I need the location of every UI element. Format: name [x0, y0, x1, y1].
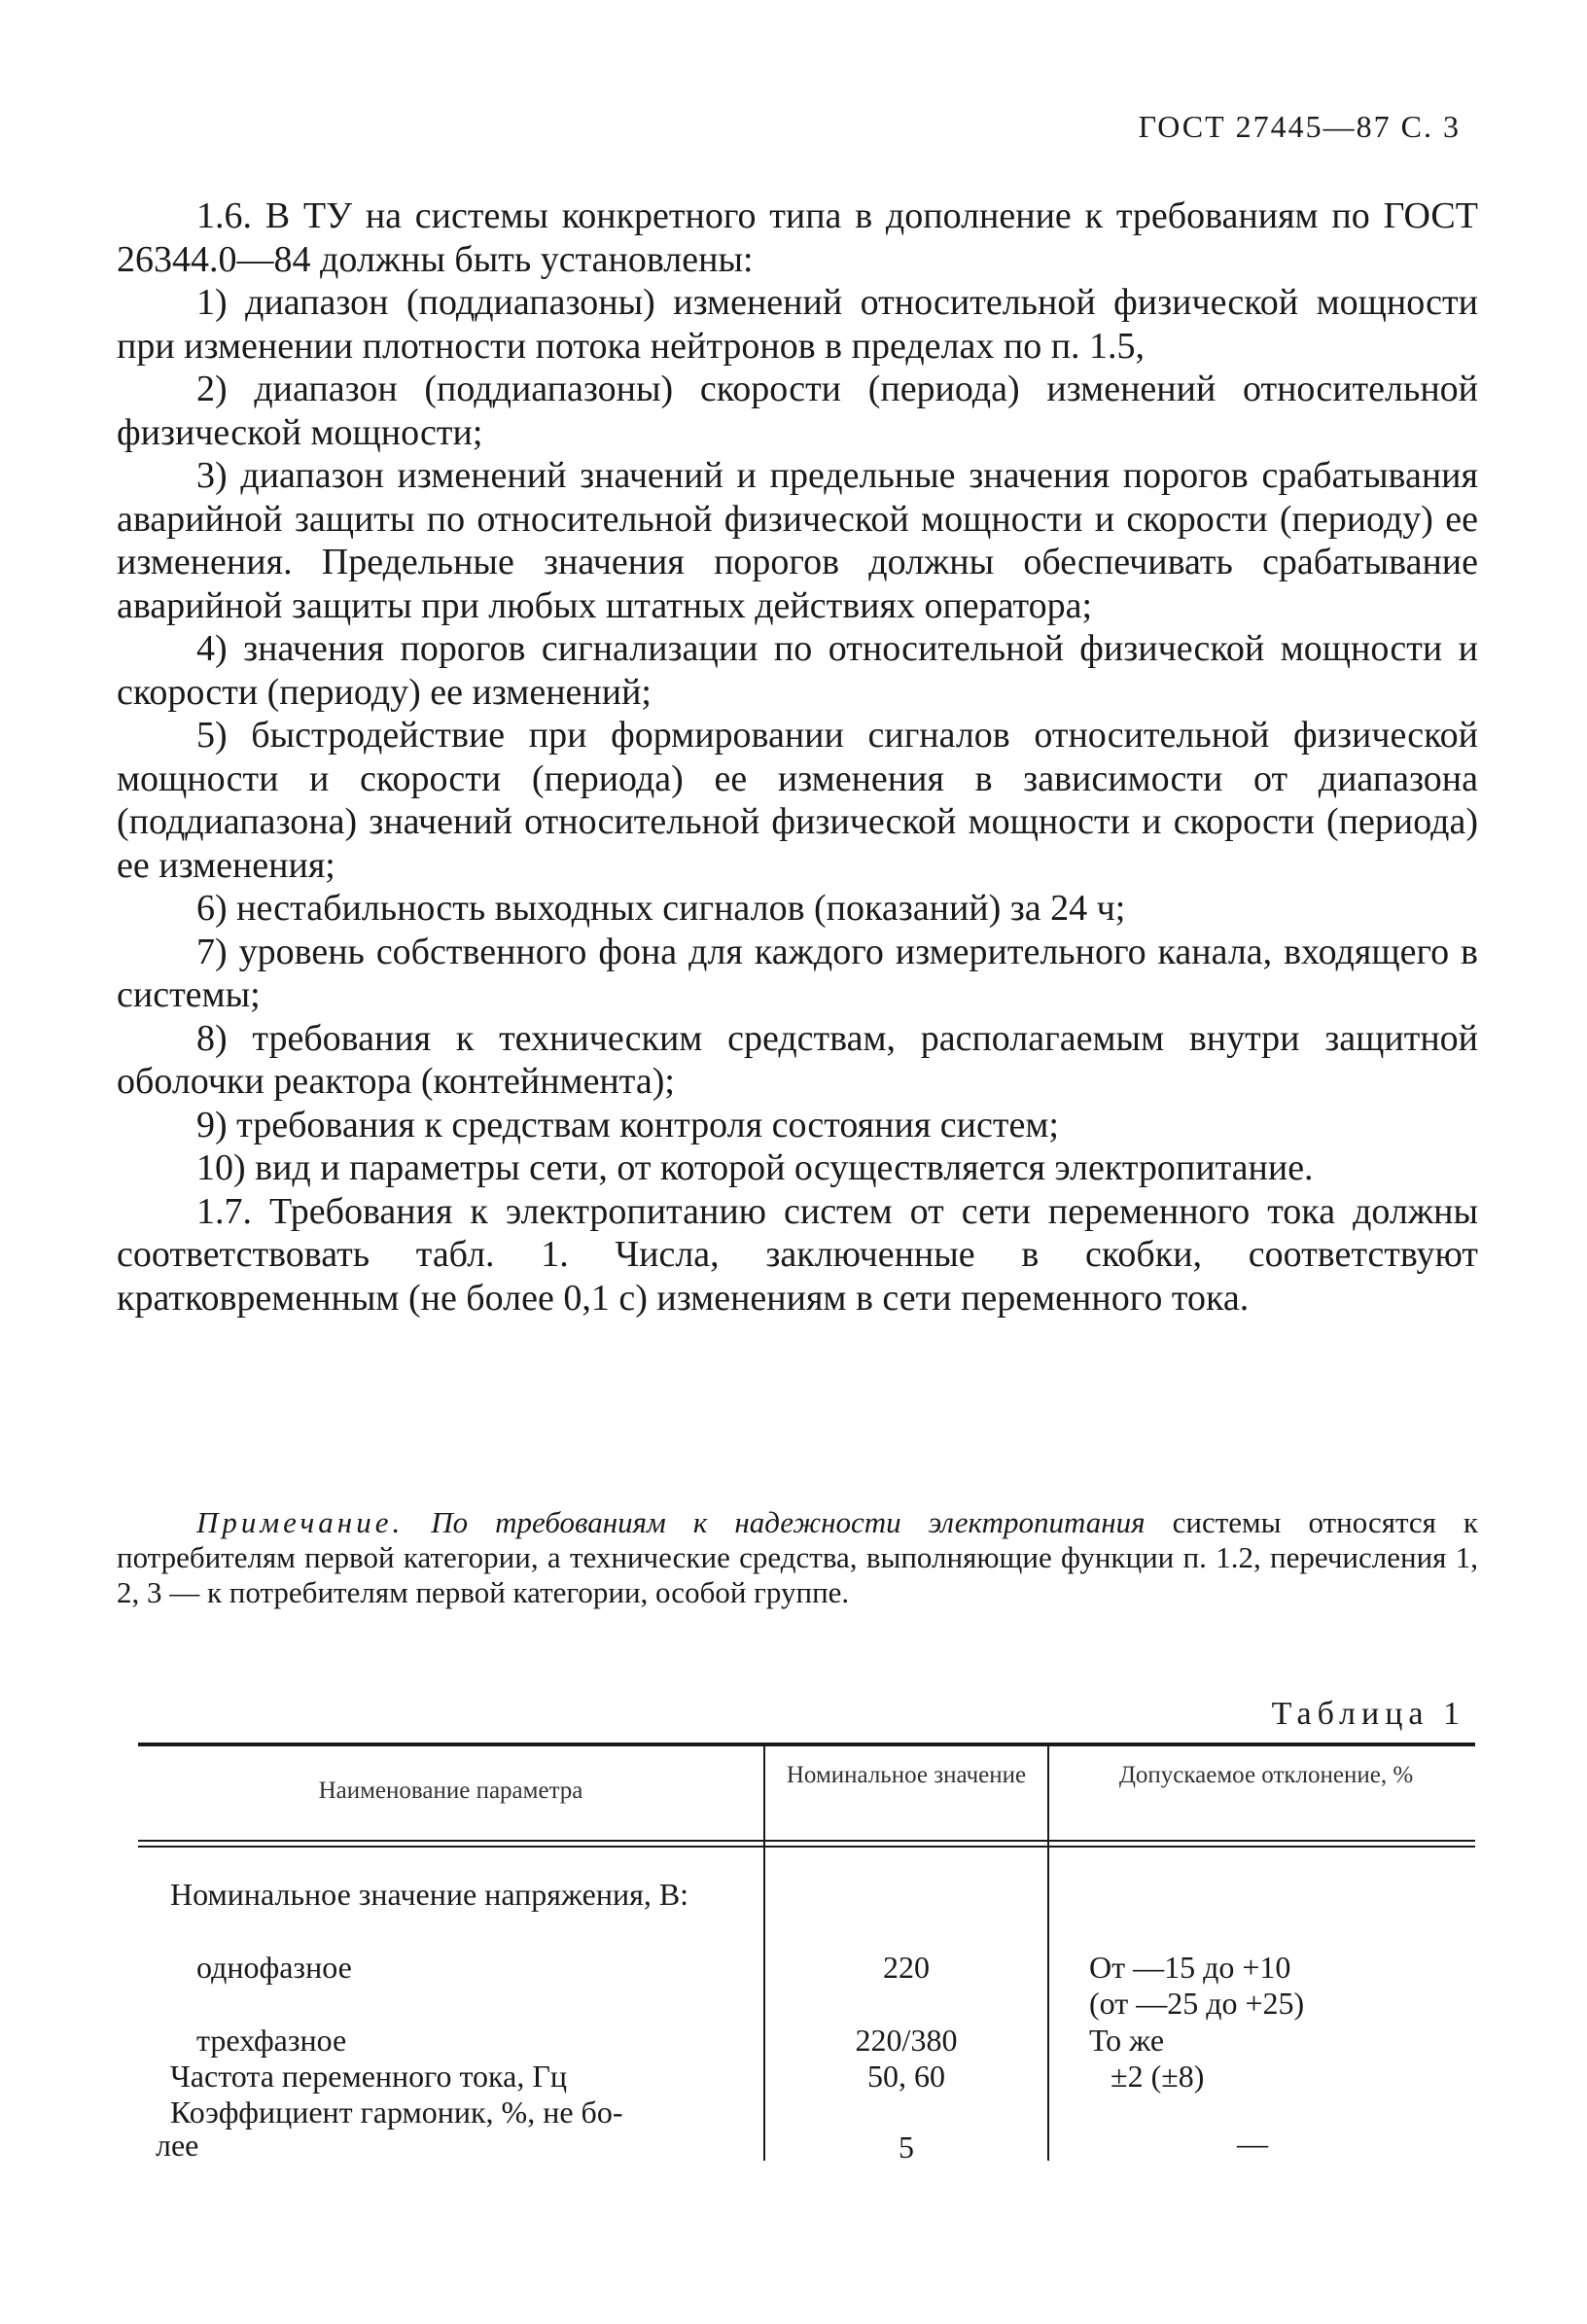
- list-item-8: 8) требования к техническим средствам, располагаемым внутри защитной оболочки реактора (контейнмента);: [117, 1017, 1478, 1102]
- list-item-4: 4) значения порогов сигнализации по относительной физической мощности и скорости (периоду) ее изменений;: [117, 628, 1478, 713]
- row-single-phase-deviation: От —15 до +10: [1089, 1950, 1291, 1985]
- list-item-9: 9) требования к средствам контроля состояния систем;: [196, 1104, 1059, 1145]
- row-harmonics-label-cont: лее: [156, 2128, 199, 2163]
- table-col-divider-1: [763, 1744, 765, 2161]
- table-col-divider-2: [1047, 1744, 1049, 2161]
- table-1: [138, 1743, 1475, 2165]
- row-harmonics-nominal: 5: [899, 2130, 914, 2165]
- table-top-rule: [138, 1743, 1475, 1746]
- row-three-phase-nominal: 220/380: [855, 2023, 958, 2058]
- row-voltage-label: Номинальное значение напряжения, В:: [170, 1877, 689, 1912]
- row-frequency-label: Частота переменного тока, Гц: [170, 2059, 567, 2094]
- note-italic-text: По требованиям к надежности электропитания: [431, 1505, 1146, 1539]
- row-harmonics-label: Коэффициент гармоник, %, не бо-: [170, 2095, 623, 2130]
- body-text: [117, 194, 1478, 1320]
- note-label: Примечание.: [196, 1505, 405, 1539]
- paragraph-1-6: 1.6. В ТУ на системы конкретного типа в дополнение к требованиям по ГОСТ 26344.0—84 должны быть установлены:: [117, 195, 1478, 280]
- table-header-rule-2: [138, 1846, 1475, 1848]
- header-nominal: Номинальное значение: [786, 1762, 1027, 1788]
- note-text: системы относятся к потребителям первой категории, а технические средства, выполняющие функции п. 1.2, перечисления 1, 2, 3 — к потребителям первой категории, особой группе.: [117, 1505, 1478, 1609]
- row-three-phase-deviation: То же: [1089, 2023, 1165, 2058]
- list-item-6: 6) нестабильность выходных сигналов (показаний) за 24 ч;: [196, 888, 1126, 929]
- row-three-phase-label: трехфазное: [196, 2023, 347, 2058]
- row-harmonics-deviation: —: [1237, 2126, 1268, 2161]
- page-header: ГОСТ 27445—87 С. 3: [1138, 109, 1461, 144]
- list-item-7: 7) уровень собственного фона для каждого измерительного канала, входящего в системы;: [117, 931, 1478, 1015]
- row-single-phase-label: однофазное: [196, 1950, 352, 1985]
- table-header-rule-1: [138, 1840, 1475, 1842]
- list-item-5: 5) быстродействие при формировании сигналов относительной физической мощности и скорости (периода) ее изменения в зависимости от диапазона (поддиапазона) значений относительной физической мощности и скорости (периода) ее изменения;: [117, 715, 1478, 886]
- row-frequency-nominal: 50, 60: [867, 2059, 945, 2094]
- table-caption: Таблица 1: [1271, 1696, 1465, 1732]
- header-deviation: Допускаемое отклонение, %: [1118, 1762, 1414, 1788]
- list-item-2: 2) диапазон (поддиапазоны) скорости (периода) изменений относительной физической мощности;: [117, 369, 1478, 453]
- list-item-1: 1) диапазон (поддиапазоны) изменений относительной физической мощности при изменении плотности потока нейтронов в пределах по п. 1.5,: [117, 282, 1478, 367]
- paragraph-1-7: 1.7. Требования к электропитанию систем от сети переменного тока должны соответствовать табл. 1. Числа, заключенные в скобки, соответствуют кратковременным (не более 0,1 с) изменениям в сети переменного тока.: [117, 1190, 1478, 1319]
- header-param: Наименование параметра: [318, 1778, 583, 1804]
- list-item-10: 10) вид и параметры сети, от которой осуществляется электропитание.: [196, 1147, 1314, 1188]
- note: [117, 1505, 1478, 1610]
- row-frequency-deviation: ±2 (±8): [1111, 2059, 1205, 2094]
- list-item-3: 3) диапазон изменений значений и предельные значения порогов срабатывания аварийной защиты по относительной физической мощности и скорости (периоду) ее изменения. Предельные значения порогов должны обеспечивать срабатывание аварийной защиты при любых штатных действиях оператора;: [117, 455, 1478, 626]
- row-single-phase-deviation-short: (от —25 до +25): [1089, 1986, 1305, 2021]
- row-single-phase-nominal: 220: [883, 1950, 930, 1985]
